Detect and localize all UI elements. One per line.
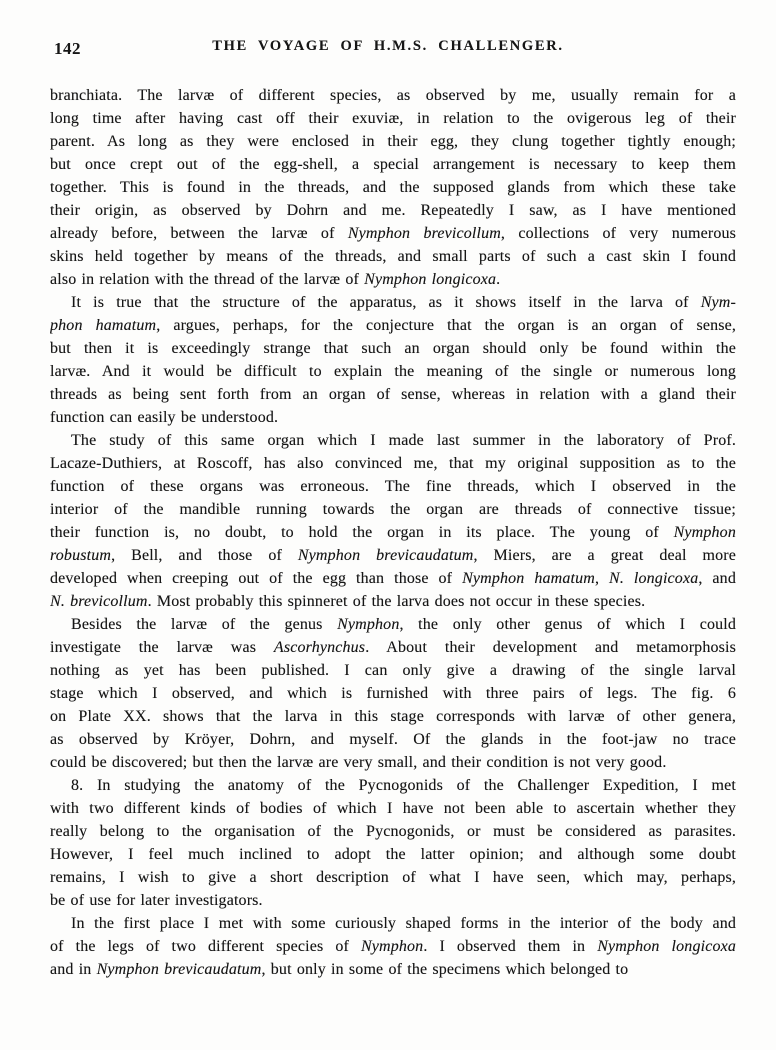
paragraph xyxy=(50,912,736,981)
page-header xyxy=(0,38,776,60)
text-line: but then it is exceedingly strange that such an organ should only be found within the xyxy=(50,340,736,357)
paragraph xyxy=(50,774,736,912)
text-line: but once crept out of the egg-shell, a special arrangement is necessary to keep them xyxy=(50,156,736,173)
text-line: parent. As long as they were enclosed in their egg, they clung together tightly enough; xyxy=(50,133,736,150)
text-line: function of these organs was erroneous. The fine threads, which I observed in the xyxy=(50,478,736,495)
text-line: could be discovered; but then the larvæ are very small, and their condition is not very good. xyxy=(50,754,667,771)
text-line: Lacaze-Duthiers, at Roscoff, has also convinced me, that my original supposition as to the xyxy=(50,455,736,472)
text-line: It is true that the structure of the apparatus, as it shows itself in the larva of Nym- xyxy=(71,294,736,311)
text-line: remains, I wish to give a short description of what I have seen, which may, perhaps, xyxy=(50,869,736,886)
text-line: Besides the larvæ of the genus Nymphon, the only other genus of which I could xyxy=(71,616,736,633)
text-line: as observed by Kröyer, Dohrn, and myself. Of the glands in the foot-jaw no trace xyxy=(50,731,736,748)
text-line: interior of the mandible running towards the organ are threads of connective tissue; xyxy=(50,501,736,518)
text-line: robustum, Bell, and those of Nymphon brevicaudatum, Miers, are a great deal more xyxy=(50,547,736,564)
page-number: 142 xyxy=(54,39,81,58)
text-line: 8. In studying the anatomy of the Pycnogonids of the Challenger Expedition, I met xyxy=(71,777,736,794)
text-line: of the legs of two different species of Nymphon. I observed them in Nymphon longicoxa xyxy=(50,938,736,955)
text-line: stage which I observed, and which is furnished with three pairs of legs. The fig. 6 xyxy=(50,685,736,702)
text-line: skins held together by means of the threads, and small parts of such a cast skin I found xyxy=(50,248,736,265)
page-body xyxy=(50,84,736,981)
text-line: already before, between the larvæ of Nymphon brevicollum, collections of very numerous xyxy=(50,225,736,242)
text-line: investigate the larvæ was Ascorhynchus. About their development and metamorphosis xyxy=(50,639,736,656)
text-line: developed when creeping out of the egg than those of Nymphon hamatum, N. longicoxa, and xyxy=(50,570,736,587)
text-line: together. This is found in the threads, and the supposed glands from which these take xyxy=(50,179,736,196)
paragraph xyxy=(50,613,736,774)
text-line: However, I feel much inclined to adopt the latter opinion; and although some doubt xyxy=(50,846,736,863)
paragraph xyxy=(50,84,736,291)
text-line: their origin, as observed by Dohrn and me. Repeatedly I saw, as I have mentioned xyxy=(50,202,736,219)
text-line: really belong to the organisation of the Pycnogonids, or must be considered as parasites. xyxy=(50,823,736,840)
text-line: with two different kinds of bodies of which I have not been able to ascertain whether they xyxy=(50,800,736,817)
text-line: threads as being sent forth from an organ of sense, whereas in relation with a gland their xyxy=(50,386,736,403)
text-line: larvæ. And it would be difficult to explain the meaning of the single or numerous long xyxy=(50,363,736,380)
text-line: their function is, no doubt, to hold the organ in its place. The young of Nymphon xyxy=(50,524,736,541)
text-line: long time after having cast off their exuviæ, in relation to the ovigerous leg of their xyxy=(50,110,736,127)
text-line: phon hamatum, argues, perhaps, for the conjecture that the organ is an organ of sense, xyxy=(50,317,736,334)
text-line: In the first place I met with some curiously shaped forms in the interior of the body and xyxy=(71,915,736,932)
text-line: nothing as yet has been published. I can only give a drawing of the single larval xyxy=(50,662,736,679)
paragraph xyxy=(50,429,736,613)
text-line: N. brevicollum. Most probably this spinneret of the larva does not occur in these species. xyxy=(50,593,646,610)
running-title: THE VOYAGE OF H.M.S. CHALLENGER. xyxy=(212,38,564,54)
text-line: and in Nymphon brevicaudatum, but only in some of the specimens which belonged to xyxy=(50,961,629,978)
text-line: on Plate XX. shows that the larva in this stage corresponds with larvæ of other genera, xyxy=(50,708,736,725)
paragraph xyxy=(50,291,736,429)
text-line: be of use for later investigators. xyxy=(50,892,263,909)
text-line: also in relation with the thread of the larvæ of Nymphon longicoxa. xyxy=(50,271,501,288)
text-line: function can easily be understood. xyxy=(50,409,279,426)
text-line: branchiata. The larvæ of different species, as observed by me, usually remain for a xyxy=(50,87,736,104)
text-line: The study of this same organ which I made last summer in the laboratory of Prof. xyxy=(71,432,736,449)
